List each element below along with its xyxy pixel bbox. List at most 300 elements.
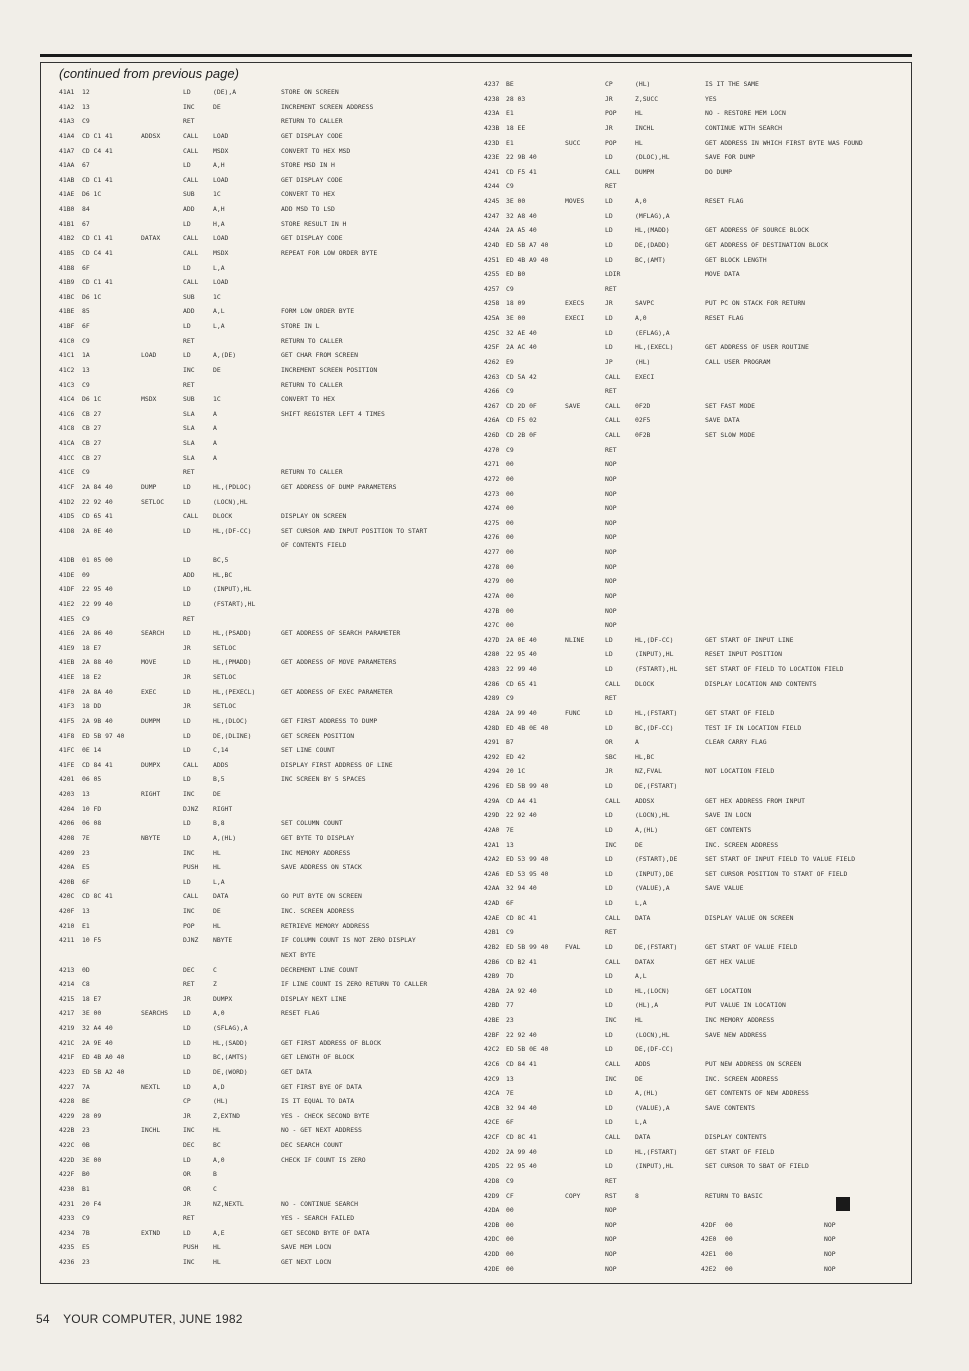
comment: SET SLOW MODE xyxy=(705,431,756,439)
operand: B,5 xyxy=(213,775,225,784)
operand: A,0 xyxy=(635,197,647,205)
hex-code: CD A4 41 xyxy=(506,796,537,805)
mnemonic: LD xyxy=(605,328,613,337)
hex-code: C9 xyxy=(506,387,514,396)
listing-row xyxy=(57,1080,477,1095)
address: 41D5 xyxy=(59,512,75,521)
operand: MSDX xyxy=(213,146,229,155)
listing-row xyxy=(481,735,909,750)
listing-row xyxy=(57,1050,477,1065)
hex-code: CD 8C 41 xyxy=(82,892,113,901)
operand: (INPUT),HL xyxy=(213,585,252,594)
hex-code: C8 xyxy=(82,980,90,989)
operand: ADDS xyxy=(213,760,229,769)
address: 41FE xyxy=(59,760,75,769)
address: 41E5 xyxy=(59,614,75,623)
listing-row xyxy=(481,516,909,531)
mnemonic: CALL xyxy=(605,679,621,688)
listing-row xyxy=(57,114,477,129)
hex-code: 18 09 xyxy=(506,299,526,308)
mnemonic: CALL xyxy=(605,167,621,176)
hex-code: C9 xyxy=(506,1176,514,1185)
listing-row xyxy=(481,267,909,282)
mnemonic: PUSH xyxy=(183,1243,199,1252)
comment: INC SCREEN BY 5 SPACES xyxy=(281,775,366,784)
operand: LOAD xyxy=(213,175,229,184)
operand: HL,(DF-CC) xyxy=(213,526,252,535)
hex-code: 67 xyxy=(82,161,90,170)
listing-row xyxy=(481,1042,909,1057)
listing-row xyxy=(57,1167,477,1182)
mnemonic: SLA xyxy=(183,439,195,447)
comment: RETURN TO CALLER xyxy=(281,117,343,126)
mnemonic: LD xyxy=(183,88,191,96)
listing-row xyxy=(57,378,477,393)
address: 42BA xyxy=(484,986,500,995)
comment: GET BYTE TO DISPLAY xyxy=(281,833,355,842)
mnemonic: CALL xyxy=(605,1059,621,1068)
listing-row xyxy=(57,538,477,553)
hex-code: CD 65 41 xyxy=(82,512,113,521)
address: 42DA xyxy=(484,1206,500,1215)
hex-code: CD 5A 42 xyxy=(506,372,537,381)
mnemonic: LD xyxy=(183,687,191,696)
mnemonic: RET xyxy=(183,380,195,389)
listing-row xyxy=(57,348,477,363)
hex-code: 13 xyxy=(82,907,90,915)
mnemonic: JR xyxy=(605,299,613,308)
hex-code: 18 E7 xyxy=(82,994,102,1003)
listing-row xyxy=(481,1101,909,1116)
listing-row xyxy=(57,582,477,597)
listing-row xyxy=(57,802,477,817)
listing-row xyxy=(481,296,909,311)
hex-code: CF xyxy=(506,1191,514,1200)
operand: EXECI xyxy=(635,372,655,381)
hex-code: 2A 99 40 xyxy=(506,1147,537,1156)
listing-row xyxy=(57,685,477,700)
listing-row xyxy=(57,743,477,758)
mnemonic: LD xyxy=(605,723,613,732)
comment: RETRIEVE MEMORY ADDRESS xyxy=(281,921,370,930)
label: SEARCH xyxy=(141,629,165,638)
address: 4229 xyxy=(59,1111,75,1120)
operand: BC,(DF-CC) xyxy=(635,723,674,732)
operand: BC,5 xyxy=(213,556,229,564)
hex-code: 00 xyxy=(506,1250,514,1258)
operand: 0F2B xyxy=(635,431,651,439)
operand: Z xyxy=(213,980,217,989)
address: 427A xyxy=(484,591,500,600)
comment: STORE IN L xyxy=(281,322,320,330)
hex-code: CD C1 41 xyxy=(82,131,113,140)
hex-code: C9 xyxy=(82,336,90,345)
mnemonic: SUB xyxy=(183,292,195,301)
mnemonic: CALL xyxy=(605,1133,621,1141)
label: LOAD xyxy=(141,351,157,360)
address: 42AA xyxy=(484,884,500,893)
operand: LOAD xyxy=(213,131,229,140)
hex-code: CD 84 41 xyxy=(506,1059,537,1068)
operand: RIGHT xyxy=(213,804,233,813)
operand: HL xyxy=(213,863,221,872)
hex-code: 32 94 40 xyxy=(506,1103,537,1112)
hex-code: 3E 00 xyxy=(82,1155,102,1164)
extra-address: 42E2 xyxy=(701,1264,717,1273)
listing-row xyxy=(481,1013,909,1028)
operand: 1C xyxy=(213,292,221,301)
operand: (DE),A xyxy=(213,88,237,96)
listing-row xyxy=(57,1197,477,1212)
label: SEARCHS xyxy=(141,1009,168,1018)
listing-row xyxy=(481,355,909,370)
mnemonic: CALL xyxy=(183,760,199,769)
hex-code: 22 95 40 xyxy=(82,585,113,594)
address: 426D xyxy=(484,431,500,439)
address: 4292 xyxy=(484,752,500,761)
mnemonic: CALL xyxy=(605,796,621,805)
listing-row xyxy=(57,875,477,890)
listing-row xyxy=(481,560,909,575)
comment: SAVE NEW ADDRESS xyxy=(705,1030,767,1039)
comment: SET START OF FIELD TO LOCATION FIELD xyxy=(705,665,844,673)
hex-code: ED B0 xyxy=(506,270,526,279)
operand: HL,(PDLOC) xyxy=(213,482,252,491)
mnemonic: JR xyxy=(183,643,191,652)
comment: CONVERT TO HEX xyxy=(281,190,335,199)
address: 41C0 xyxy=(59,336,75,345)
listing-row xyxy=(481,311,909,326)
mnemonic: LD xyxy=(605,811,613,820)
hex-code: 13 xyxy=(506,1074,514,1083)
mnemonic: LD xyxy=(605,1118,613,1127)
address: 41E6 xyxy=(59,629,75,638)
address: 422F xyxy=(59,1170,75,1179)
mnemonic: NOP xyxy=(605,621,617,630)
hex-code: 2A 84 40 xyxy=(82,482,113,491)
operand: A,0 xyxy=(213,1009,225,1018)
address: 4241 xyxy=(484,167,500,176)
listing-row xyxy=(57,816,477,831)
extra-hex-code: 00 xyxy=(725,1250,733,1258)
comment: NO - CONTINUE SEARCH xyxy=(281,1199,358,1208)
hex-code: 00 xyxy=(506,577,514,586)
mnemonic: RET xyxy=(605,694,617,703)
comment: GET FIRST ADDRESS OF BLOCK xyxy=(281,1038,382,1047)
address: 4271 xyxy=(484,460,500,469)
listing-row xyxy=(57,407,477,422)
hex-code: ED 53 95 40 xyxy=(506,869,549,878)
comment: OF CONTENTS FIELD xyxy=(281,541,347,550)
comment: GET DISPLAY CODE xyxy=(281,131,343,140)
operand: DE,(FSTART) xyxy=(635,942,678,951)
mnemonic: LD xyxy=(183,716,191,725)
address: 42B2 xyxy=(484,942,500,951)
address: 41F3 xyxy=(59,702,75,711)
hex-code: ED 5B A7 40 xyxy=(506,240,549,249)
extra-hex-code: 00 xyxy=(725,1264,733,1273)
listing-row xyxy=(481,253,909,268)
mnemonic: LD xyxy=(605,211,613,220)
mnemonic: LD xyxy=(605,240,613,249)
address: 423A xyxy=(484,109,500,118)
address: 41B0 xyxy=(59,205,75,213)
hex-code: 7B xyxy=(82,1228,90,1237)
address: 41CE xyxy=(59,468,75,477)
address: 423B xyxy=(484,123,500,132)
listing-row xyxy=(481,662,909,677)
listing-row xyxy=(481,472,909,487)
extra-mnemonic: NOP xyxy=(824,1264,836,1273)
comment: STORE MSD IN H xyxy=(281,161,335,170)
extra-address: 42E0 xyxy=(701,1235,717,1244)
operand: B xyxy=(213,1170,217,1179)
listing-row xyxy=(57,217,477,232)
operand: NZ,FVAL xyxy=(635,767,662,776)
comment: YES - SEARCH FAILED xyxy=(281,1214,355,1223)
hex-code: ED 5B 99 40 xyxy=(506,782,549,790)
hex-code: CD F5 41 xyxy=(506,167,537,176)
mnemonic: LD xyxy=(605,782,613,790)
operand: ADDSX xyxy=(635,796,655,805)
operand: C xyxy=(213,965,217,974)
address: 4233 xyxy=(59,1214,75,1223)
listing-row xyxy=(481,998,909,1013)
address: 42DE xyxy=(484,1264,500,1273)
operand: A,L xyxy=(213,307,225,316)
mnemonic: CALL xyxy=(183,512,199,521)
comment: TEST IF IN LOCATION FIELD xyxy=(705,723,802,732)
operand: HL,(SADD) xyxy=(213,1038,248,1047)
address: 42AE xyxy=(484,913,500,922)
comment: SAVE MEM LOCN xyxy=(281,1243,332,1252)
address: 420A xyxy=(59,863,75,872)
comment: SAVE DATA xyxy=(705,416,740,425)
comment: INC. SCREEN ADDRESS xyxy=(705,840,779,849)
listing-row xyxy=(57,290,477,305)
address: 41A2 xyxy=(59,102,75,111)
operand: A,0 xyxy=(213,1155,225,1164)
address: 4235 xyxy=(59,1243,75,1252)
address: 4257 xyxy=(484,284,500,293)
comment: NO - RESTORE MEM LOCN xyxy=(705,109,786,118)
mnemonic: RET xyxy=(183,980,195,989)
hex-code: 13 xyxy=(82,365,90,374)
address: 41BF xyxy=(59,322,75,330)
address: 42D2 xyxy=(484,1147,500,1156)
operand: A xyxy=(213,453,217,462)
mnemonic: RET xyxy=(183,614,195,623)
hex-code: 7E xyxy=(506,825,514,834)
label: MOVES xyxy=(565,197,585,205)
address: 41D2 xyxy=(59,497,75,506)
hex-code: E5 xyxy=(82,863,90,872)
hex-code: 23 xyxy=(82,848,90,857)
hex-code: C9 xyxy=(82,468,90,477)
operand: DLOCK xyxy=(635,679,655,688)
operand: DE,(DLINE) xyxy=(213,731,252,740)
operand: (INPUT),HL xyxy=(635,650,674,659)
address: 425C xyxy=(484,328,500,337)
hex-code: 0E 14 xyxy=(82,746,102,755)
hex-code: 32 A4 40 xyxy=(82,1024,113,1032)
extra-address: 42DF xyxy=(701,1220,717,1229)
listing-row xyxy=(57,626,477,641)
operand: (FSTART),HL xyxy=(635,665,678,673)
hex-code: 00 xyxy=(506,504,514,513)
comment: SAVE CONTENTS xyxy=(705,1103,756,1112)
mnemonic: LD xyxy=(605,869,613,878)
mnemonic: POP xyxy=(183,921,195,930)
hex-code: CD C1 41 xyxy=(82,234,113,243)
hex-code: CD 8C 41 xyxy=(506,913,537,922)
mnemonic: POP xyxy=(605,109,617,118)
hex-code: 00 xyxy=(506,474,514,483)
mnemonic: LD xyxy=(605,1089,613,1098)
address: 4278 xyxy=(484,562,500,571)
mnemonic: LD xyxy=(605,226,613,235)
comment: IS IT THE SAME xyxy=(705,80,759,88)
address: 4208 xyxy=(59,833,75,842)
operand: BC,(AMTS) xyxy=(213,1053,248,1062)
comment: SET CURSOR TO SBAT OF FIELD xyxy=(705,1162,809,1171)
hex-code: C9 xyxy=(82,1214,90,1223)
mnemonic: OR xyxy=(183,1184,191,1193)
comment: GET SECOND BYTE OF DATA xyxy=(281,1228,370,1237)
hex-code: 18 DD xyxy=(82,702,102,711)
mnemonic: LD xyxy=(605,1103,613,1112)
mnemonic: RET xyxy=(183,117,195,126)
listing-row xyxy=(57,699,477,714)
listing-row xyxy=(481,984,909,999)
hex-code: CD C1 41 xyxy=(82,175,113,184)
mnemonic: RET xyxy=(183,468,195,477)
hex-code: CB 27 xyxy=(82,409,102,418)
operand: A,(HL) xyxy=(635,825,659,834)
address: 41EE xyxy=(59,673,75,681)
mnemonic: JR xyxy=(183,1111,191,1120)
listing-row xyxy=(481,794,909,809)
comment: DISPLAY NEXT LINE xyxy=(281,994,347,1003)
extra-hex-code: 00 xyxy=(725,1235,733,1244)
mnemonic: LD xyxy=(183,599,191,608)
mnemonic: RET xyxy=(605,1176,617,1185)
hex-code: E1 xyxy=(82,921,90,930)
operand: HL,(LOCN) xyxy=(635,986,670,995)
listing-row xyxy=(57,641,477,656)
operand: A,E xyxy=(213,1228,225,1237)
operand: DE,(FSTART) xyxy=(635,782,678,790)
hex-code: 10 F5 xyxy=(82,936,102,945)
address: 4237 xyxy=(484,80,500,88)
mnemonic: LD xyxy=(183,775,191,784)
comment: DO DUMP xyxy=(705,167,732,176)
comment: GET START OF FIELD xyxy=(705,708,775,717)
label: EXECI xyxy=(565,314,585,322)
hex-code: 22 92 40 xyxy=(506,1030,537,1039)
address: 4201 xyxy=(59,775,75,784)
hex-code: 2A A5 40 xyxy=(506,226,537,235)
address: 42C9 xyxy=(484,1074,500,1083)
address: 41DF xyxy=(59,585,75,594)
label: ADDSX xyxy=(141,131,161,140)
listing-row xyxy=(57,1226,477,1241)
mnemonic: NOP xyxy=(605,577,617,586)
listing-column-right xyxy=(481,77,909,1276)
comment: CLEAR CARRY FLAG xyxy=(705,738,767,747)
hex-code: 09 xyxy=(82,570,90,579)
hex-code: 3E 00 xyxy=(82,1009,102,1018)
hex-code: 23 xyxy=(82,1126,90,1135)
mnemonic: LD xyxy=(183,556,191,564)
operand: DUMPM xyxy=(635,167,655,176)
hex-code: C9 xyxy=(506,694,514,703)
mnemonic: LD xyxy=(183,1228,191,1237)
hex-code: 7E xyxy=(506,1089,514,1098)
mnemonic: CALL xyxy=(183,234,199,243)
comment: GET ADDRESS OF DUMP PARAMETERS xyxy=(281,482,397,491)
address: 4251 xyxy=(484,255,500,264)
listing-row xyxy=(57,568,477,583)
listing-row xyxy=(57,231,477,246)
hex-code: 22 95 40 xyxy=(506,1162,537,1171)
listing-row xyxy=(481,165,909,180)
mnemonic: LD xyxy=(605,197,613,205)
label: EXTND xyxy=(141,1228,161,1237)
address: 424A xyxy=(484,226,500,235)
hex-code: CD 2D 0F xyxy=(506,401,537,410)
listing-row xyxy=(57,100,477,115)
comment: GET ADDRESS OF EXEC PARAMETER xyxy=(281,687,393,696)
listing-row xyxy=(481,633,909,648)
label: RIGHT xyxy=(141,790,161,798)
listing-row xyxy=(57,919,477,934)
operand: HL xyxy=(213,848,221,857)
operand: A,(HL) xyxy=(213,833,237,842)
listing-row xyxy=(57,1240,477,1255)
address: 41F5 xyxy=(59,716,75,725)
hex-code: CD 84 41 xyxy=(82,760,113,769)
comment: GET ADDRESS OF SEARCH PARAMETER xyxy=(281,629,401,638)
operand: Z,SUCC xyxy=(635,94,659,103)
address: 4262 xyxy=(484,357,500,366)
listing-row xyxy=(481,487,909,502)
publication-line: YOUR COMPUTER, JUNE 1982 xyxy=(63,1312,243,1326)
mnemonic: ADD xyxy=(183,205,195,213)
operand: ADDS xyxy=(635,1059,651,1068)
mnemonic: RET xyxy=(605,284,617,293)
operand: HL xyxy=(635,138,643,147)
operand: NZ,NEXTL xyxy=(213,1199,244,1208)
listing-row xyxy=(57,509,477,524)
mnemonic: LD xyxy=(183,585,191,594)
mnemonic: DEC xyxy=(183,965,195,974)
listing-row xyxy=(481,779,909,794)
mnemonic: LD xyxy=(605,343,613,352)
address: 41CA xyxy=(59,439,75,447)
operand: A xyxy=(213,424,217,433)
label: EXECS xyxy=(565,299,585,308)
listing-row xyxy=(57,495,477,510)
hex-code: B7 xyxy=(506,738,514,747)
comment: RESET INPUT POSITION xyxy=(705,650,782,659)
hex-code: 28 03 xyxy=(506,94,526,103)
mnemonic: LD xyxy=(183,1155,191,1164)
mnemonic: JR xyxy=(605,94,613,103)
hex-code: 28 09 xyxy=(82,1111,102,1120)
mnemonic: LD xyxy=(183,1067,191,1076)
operand: HL,(DF-CC) xyxy=(635,635,674,644)
